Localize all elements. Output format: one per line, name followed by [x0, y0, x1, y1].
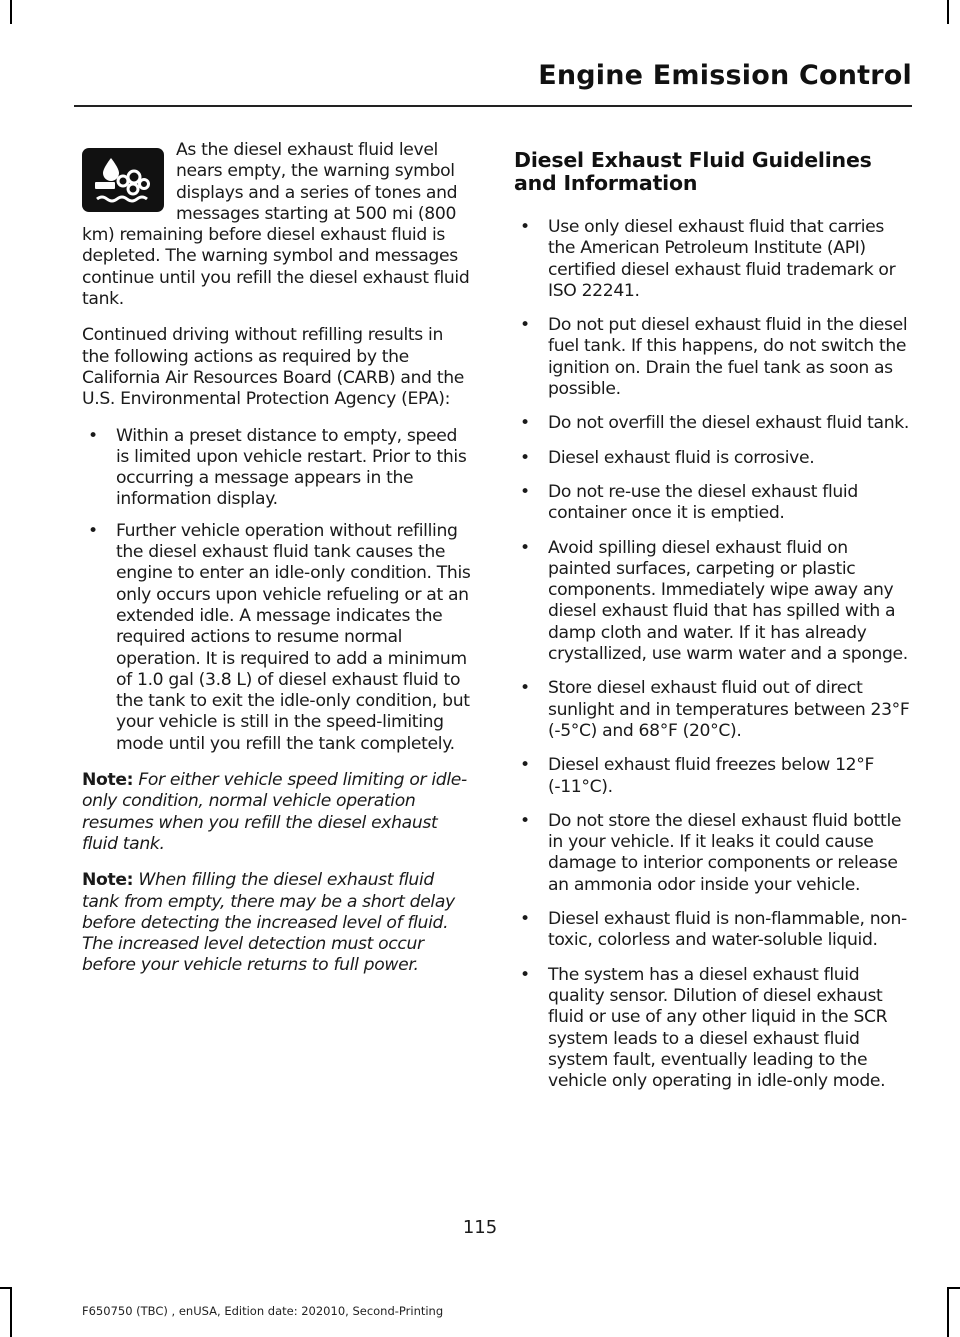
- note-label: Note:: [82, 870, 134, 891]
- right-column: [514, 140, 910, 1107]
- list-item: • Avoid spilling diesel exhaust fluid on painted surfaces, carpeting or plastic components. Immediately wipe away any diesel exhaust fluid that has spilled with a damp cloth and water. If it has already crystallized, use warm water and a sponge.: [520, 537, 908, 665]
- crop-mark-bottom-left-h: [0, 1287, 10, 1289]
- section-heading: Diesel Exhaust Fluid Guidelines and Information: [514, 148, 872, 195]
- note-text: For either vehicle speed limiting or idle-only condition, normal vehicle operation resumes when you refill the diesel exhaust fluid tank.: [82, 770, 467, 854]
- note-filling-delay: [82, 870, 474, 976]
- crop-mark-bottom-left-v: [10, 1287, 12, 1337]
- list-item: • Further vehicle operation without refilling the diesel exhaust fluid tank causes the engine to enter an idle-only condition. This only occurs upon vehicle refueling or at an extended idle. A message indicates the required actions to resume normal operation. It is required to add a minimum of 1.0 gal (3.8 L) of diesel exhaust fluid to the tank to exit the idle-only condition, but your vehicle is still in the speed-limiting mode until you refill the tank completely.: [88, 520, 471, 754]
- list-item: • Do not store the diesel exhaust fluid bottle in your vehicle. If it leaks it could cause damage to interior components or release an ammonia odor inside your vehicle.: [520, 810, 902, 895]
- guidelines-bullet-list: [514, 217, 910, 1092]
- list-item: • Use only diesel exhaust fluid that carries the American Petroleum Institute (API) certified diesel exhaust fluid trademark or ISO 22241.: [520, 217, 896, 301]
- list-item: • Store diesel exhaust fluid out of direct sunlight and in temperatures between 23°F (-5°C) and 68°F (20°C).: [520, 678, 910, 741]
- note-text: When filling the diesel exhaust fluid tank from empty, there may be a short delay before detecting the increased level of fluid. The increased level detection must occur before your vehicle returns to full power.: [82, 870, 455, 976]
- diesel-exhaust-fluid-warning-icon: [82, 148, 164, 212]
- page-title: Engine Emission Control: [538, 60, 912, 91]
- list-item: • Diesel exhaust fluid is corrosive.: [520, 447, 815, 468]
- crop-mark-top-left: [10, 0, 12, 24]
- list-item: • Diesel exhaust fluid is non-flammable, non-toxic, colorless and water-soluble liquid.: [520, 909, 907, 951]
- header-rule: [74, 105, 912, 107]
- list-item: • Within a preset distance to empty, speed is limited upon vehicle restart. Prior to this occurring a message appears in the information display.: [88, 425, 467, 510]
- note-speed-limiting: [82, 770, 474, 855]
- crop-mark-top-right: [947, 0, 949, 24]
- edition-info: F650750 (TBC) , enUSA, Edition date: 202010, Second-Printing: [82, 1304, 444, 1318]
- crop-mark-bottom-right-v: [947, 1287, 949, 1337]
- crop-mark-bottom-right-h: [949, 1287, 960, 1289]
- page-number: 115: [462, 1217, 498, 1238]
- intro-paragraph: As the diesel exhaust fluid level nears empty, the warning symbol displays and a series of tones and messages starting at 500 mi (800 km) remaining before diesel exhaust fluid is depleted. The warning symbol and messages continue until you refill the diesel exhaust fluid tank.: [82, 140, 470, 310]
- driving-actions-paragraph: Continued driving without refilling results in the following actions as required by the California Air Resources Board (CARB) and the U.S. Environmental Protection Agency (EPA):: [82, 325, 464, 410]
- left-bullet-list: [82, 426, 474, 755]
- list-item: • Do not overfill the diesel exhaust fluid tank.: [520, 413, 909, 434]
- left-column: [82, 140, 474, 992]
- list-item: • The system has a diesel exhaust fluid quality sensor. Dilution of diesel exhaust fluid or use of any other liquid in the SCR system leads to a diesel exhaust fluid system fault, eventually leading to the vehicle only operating in idle-only mode.: [520, 964, 888, 1092]
- note-label: Note:: [82, 770, 134, 791]
- list-item: • Do not put diesel exhaust fluid in the diesel fuel tank. If this happens, do not switch the ignition on. Drain the fuel tank as soon as possible.: [520, 315, 908, 400]
- list-item: • Diesel exhaust fluid freezes below 12°F (-11°C).: [520, 755, 875, 797]
- list-item: • Do not re-use the diesel exhaust fluid container once it is emptied.: [520, 481, 858, 524]
